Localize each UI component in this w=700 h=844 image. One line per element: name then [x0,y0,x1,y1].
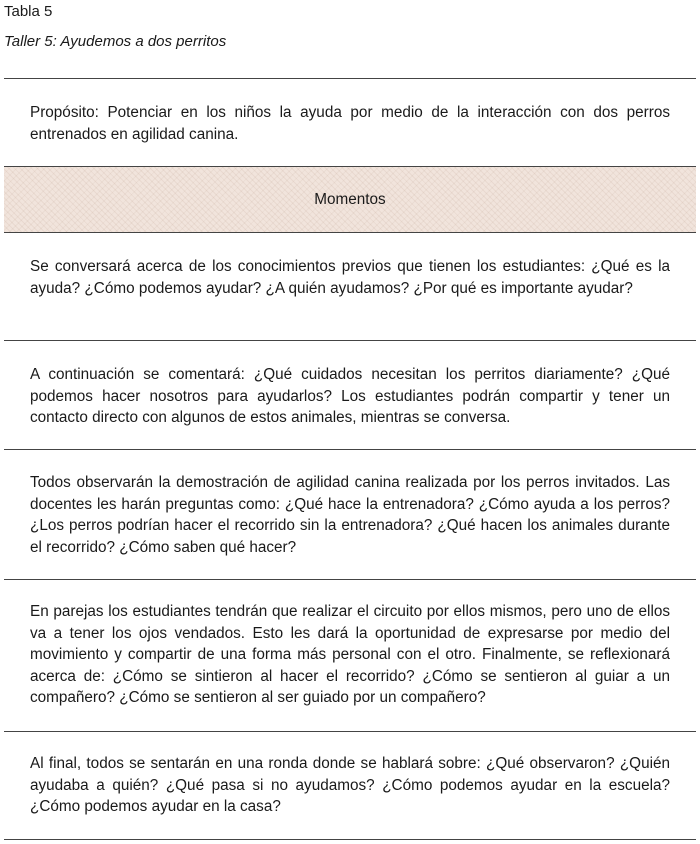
table-rule-4 [4,731,696,732]
moment-cell-5: Al final, todos se sentarán en una ronda donde se hablará sobre: ¿Qué observaron? ¿Quién ayudaba a quién? ¿Qué pasa si no ayudamos? ¿Cómo podemos ayudar en la escuela? ¿Cómo podemos ayudar en la casa? [30,755,670,815]
moment-cell-1: Se conversará acerca de los conocimientos previos que tienen los estudiantes: ¿Qué es la ayuda? ¿Cómo podemos ayudar? ¿A quién ayudamos? ¿Por qué es importante ayudar? [30,258,670,297]
table-title: Taller 5: Ayudemos a dos perritos [4,33,227,50]
table-rule-2 [4,449,696,450]
table-rule-1 [4,340,696,341]
section-header: Momentos [314,191,386,208]
moment-cell-4: En parejas los estudiantes tendrán que realizar el circuito por ellos mismos, pero uno de ellos va a tener los ojos vendados. Esto les dará la oportunidad de expresarse por medio del movimiento y compartir de una forma más personal con el otro. Finalmente, se reflexionará acerca de: ¿Cómo se sintieron al hacer el recorrido? ¿Cómo se sentieron al guiar a un compañero? ¿Cómo se sentieron al ser guiado por un compañero? [30,603,670,706]
table-label: Tabla 5 [4,3,53,20]
table-rule-header-top [4,166,696,167]
purpose-cell: Propósito: Potenciar en los niños la ayuda por medio de la interacción con dos perros entrenados en agilidad canina. [30,104,670,143]
table-rule-header-bottom [4,232,696,233]
table-rule-bottom [4,839,696,840]
moment-cell-3: Todos observarán la demostración de agilidad canina realizada por los perros invitados. Las docentes les harán preguntas como: ¿Qué hace la entrenadora? ¿Cómo ayuda a los perros? ¿Los perros podrían hacer el recorrido sin la entrenadora? ¿Qué hacen los animales durante el recorrido? ¿Cómo saben qué hacer? [30,474,670,556]
moment-cell-2: A continuación se comentará: ¿Qué cuidados necesitan los perritos diariamente? ¿Qué podemos hacer nosotros para ayudarlos? Los estudiantes podrán compartir y tener un contacto directo con algunos de estos animales, mientras se conversa. [30,366,670,426]
table-rule-3 [4,579,696,580]
table-rule-top [4,78,696,79]
